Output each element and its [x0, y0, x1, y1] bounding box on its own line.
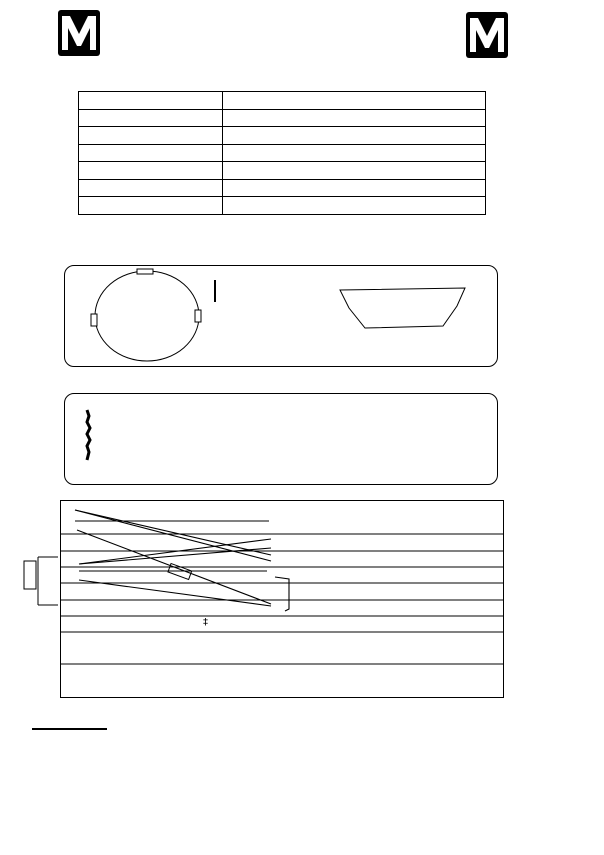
- connector-drawing: [65, 266, 497, 366]
- form-value-part-number[interactable]: [223, 127, 486, 145]
- form-row-part-number: [79, 127, 486, 145]
- form-label: [79, 197, 223, 215]
- info-form-table: [78, 91, 486, 215]
- form-label: [79, 144, 223, 162]
- wiring-diagram: [61, 501, 503, 697]
- form-label: [79, 162, 223, 180]
- company-logo-left: [58, 10, 100, 56]
- form-label: [79, 92, 223, 110]
- form-value-work-requested[interactable]: [223, 162, 486, 180]
- reason-box[interactable]: [60, 500, 504, 698]
- form-row-description: [79, 144, 486, 162]
- form-label: [79, 109, 223, 127]
- form-row-new-part-number: [79, 179, 486, 197]
- new-drawing-box[interactable]: [64, 393, 498, 485]
- company-logo-right: [466, 12, 508, 58]
- form-row-date: [79, 92, 486, 110]
- form-value-time-taken[interactable]: [223, 197, 486, 215]
- form-value-technician[interactable]: [223, 109, 486, 127]
- form-value-new-part-number[interactable]: [223, 179, 486, 197]
- form-label: [79, 127, 223, 145]
- svg-text:‡: ‡: [203, 617, 208, 628]
- form-row-time-taken: [79, 197, 486, 215]
- form-value-description[interactable]: [223, 144, 486, 162]
- form-row-technician: [79, 109, 486, 127]
- scribble-mark: [83, 406, 103, 466]
- footer-mark: [32, 728, 107, 730]
- form-label: [79, 179, 223, 197]
- form-value-date[interactable]: [223, 92, 486, 110]
- side-bracket: [18, 555, 40, 607]
- form-row-work-requested: [79, 162, 486, 180]
- original-drawing-box: [64, 265, 498, 367]
